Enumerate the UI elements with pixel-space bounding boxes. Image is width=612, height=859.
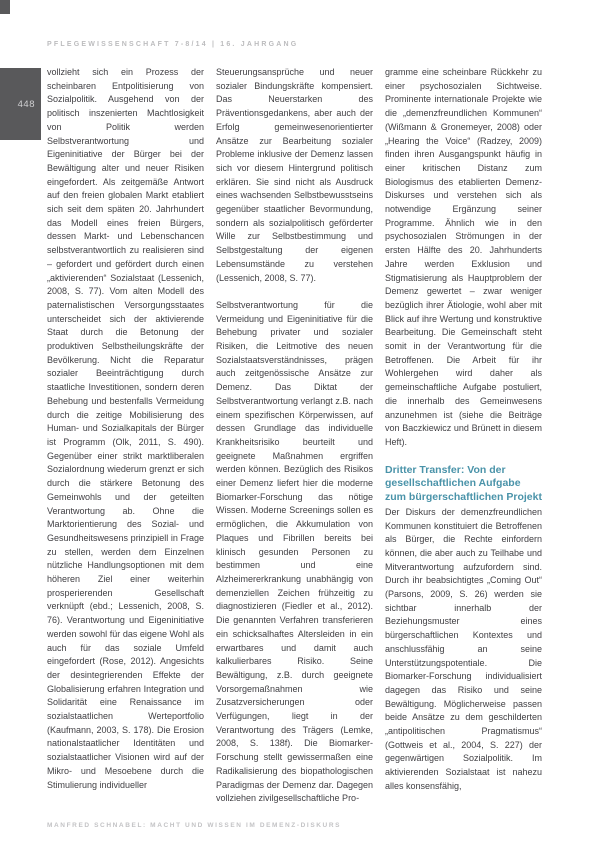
- column-3: [385, 66, 542, 806]
- text-columns: [47, 66, 542, 806]
- body-paragraph: gramme eine scheinbare Rückkehr zu einer psychosozialen Sichtweise. Prominente internationale Projekte wie die „demenzfreundlichen Kommunen“ (Wißmann & Gronemeyer, 2008) oder „Hearing the Voice“ (Radzey, 2009) finden ihren Ausgangspunkt häufig in einer kritischen Distanz zum Biologismus des etablierten Demenz-Diskurses und verstehen sich als notwendige Ergänzung seiner Programme. Ähnlich wie in den psychosozialen Strömungen in der ersten Hälfte des 20. Jahrhunderts Jahre werden Exklusion und Stigmatisierung als Hauptproblem der Demenz gewertet – zwar weniger bezüglich ihrer Ätiologie, wohl aber mit Blick auf ihre Wertung und konstruktive Bearbeitung. Die Gemeinschaft steht somit in der Verantwortung für die Betroffenen. Die Arbeit für ihr Wohlergehen wird daher als gemeinschaftliche Aufgabe postuliert, die innerhalb des Gemeinwesens anzunehmen ist (siehe die Beiträge von Baczkiewicz und Brünett in diesem Heft).: [385, 67, 542, 447]
- running-header: PFLEGEWISSENSCHAFT 7-8/14 | 16. JAHRGANG: [47, 41, 299, 48]
- running-footer: MANFRED SCHNABEL: MACHT UND WISSEN IM DEMENZ-DISKURS: [47, 822, 342, 829]
- column-1: [47, 66, 204, 806]
- body-paragraph: vollzieht sich ein Prozess der scheinbaren Entpolitisierung von Sozialpolitik. Ausgehend von der politisch inszenierten Machtlosigkeit von Politik werden Selbstverantwortung und Eigeninitiative der Bürger bei der Bewältigung alter und neuer Risiken eingefordert. Als zeitgemäße Antwort auf den freien globalen Markt etabliert sich seit dem späten 20. Jahrhundert das Modell eines freien Bürgers, dessen Markt- und Lebenschancen selbstverantwortlich zu realisieren sind – gefordert und gefördert durch einen „aktivierenden“ Sozialstaat (Lessenich, 2008, S. 77). Vom alten Modell des paternalistischen Versorgungsstaates unterscheidet sich der aktivierende Staat durch die Betonung der produktiven Selbstheilungskräfte der Bevölkerung. Nicht die Reparatur sozialer Beeinträchtigung durch staatliche Investitionen, sondern deren Behebung und bestenfalls Vermeidung durch die zeitige Mobilisierung des Human- und Sozialkapitals der Bürger ist Programm (Olk, 2011, S. 490). Gegenüber einer strikt marktliberalen Sozialordnung wiederum grenzt er sich durch die stärkere Betonung des Gemeinwohls und der geteilten Verantwortung ab. Ohne die Marktorientierung des Sozial- und Gesundheitswesens prinzipiell in Frage zu stellen, werden dem Einzelnen nützliche Handlungsoptionen mit dem höheren Ziel einer weiterhin prosperierenden Gesellschaft verknüpft (ebd.; Lessenich, 2008, S. 76). Verantwortung und Eigeninitiative werden sowohl für das eigene Wohl als auch für das soziale Umfeld eingefordert (Rose, 2012). Angesichts der desintegrierenden Effekte der Globalisierung erfahren Integration und Solidarität eine Renaissance im sozialstaatlichen Werteportfolio (Kaufmann, 2003, S. 178). Die Erosion nationalstaatlicher Identitäten und sozialstaatlicher Visionen wird auf der Mikro- und Mesoebene durch die Stimulierung individueller: [47, 67, 204, 790]
- body-paragraph: Steuerungsansprüche und neuer sozialer Bindungskräfte kompensiert. Das Neuerstarken des Präventionsgedankens, aber auch der Erfolg gemeinwesenorientierter Ansätze zur Bearbeitung sozialer Probleme inklusive der Demenz lassen sich vor diesem Hintergrund politisch erklären. Sie sind nicht als Ausdruck eines wachsenden Selbstbewusstseins gegenüber staatlicher Bevormundung, sondern als sozialpolitisch geförderter Wille zur Selbstbestimmung und Selbstgestaltung der eigenen Lebensumstände zu verstehen (Lessenich, 2008, S. 77).: [216, 67, 373, 283]
- page-number-tab: [0, 68, 41, 140]
- page-corner-mark: [0, 0, 10, 14]
- body-paragraph: Selbstverantwortung für die Vermeidung und Eigeninitiative für die Behebung privater und sozialer Risiken, die Leitmotive des neuen Sozialstaatsverständnisses, prägen auch zeitgenössische Ansätze zur Demenz. Das Diktat der Selbstverantwortung verlangt z.B. nach einem spezifischen Körperwissen, auf dessen Grundlage das individuelle Krankheitsrisiko beurteilt und geeignete Maßnahmen ergriffen werden können. Bezüglich des Risikos einer Demenz liefert hier die moderne Biomarker-Forschung das nötige Wissen. Moderne Screenings sollen es ermöglichen, die Akkumulation von Plaques und Fibrillen bereits bei klinisch gesunden Personen zu bestimmen und eine Alzheimererkrankung unabhängig von demenziellen Zeichen frühzeitig zu diagnostizieren (Fiedler et al., 2012). Die genannten Verfahren transferieren ein schicksalhaftes Altersleiden in ein erwartbares und damit auch kalkulierbares Risiko. Seine Bewältigung, z.B. durch geeignete Vorsorgemaßnahmen wie Zusatzversicherungen oder Verfügungen, liegt in der Verantwortung des Trägers (Lemke, 2008, S. 138f). Die Biomarker-Forschung stellt gewissermaßen eine Radikalisierung des biopathologischen Paradigmas der Demenz dar. Dagegen vollziehen zivilgesellschaftliche Pro-: [216, 299, 373, 804]
- body-paragraph: Der Diskurs der demenzfreundlichen Kommunen konstituiert die Betroffenen als Bürger, die Rechte einfordern können, die aber auch zu Teilhabe und Mitverantwortung aufzufordern sind. Durch ihr beabsichtigtes „Coming Out“ (Parsons, 2009, S. 26) werden sie sichtbar innerhalb der Beziehungsmuster eines bürgerschaftlichen Kontextes und anschlussfähig an seine Unterstützungspotentiale. Die Biomarker-Forschung individualisiert dagegen das Risiko und seine Bewältigung. Möglicherweise passen beide Ansätze zu dem geschilderten „antipolitischen Pragmatismus“ (Gottweis et al., 2004, S. 227) der gegenwärtigen Sozialpolitik. Im aktivierenden Sozialstaat ist nahezu alles konsensfähig,: [385, 506, 542, 791]
- section-heading-dritter-transfer: Dritter Transfer: Von der gesellschaftlichen Aufgabe zum bürgerschaftlichen Projekt: [385, 463, 542, 504]
- page-number: 448: [17, 98, 35, 110]
- column-2: [216, 66, 373, 806]
